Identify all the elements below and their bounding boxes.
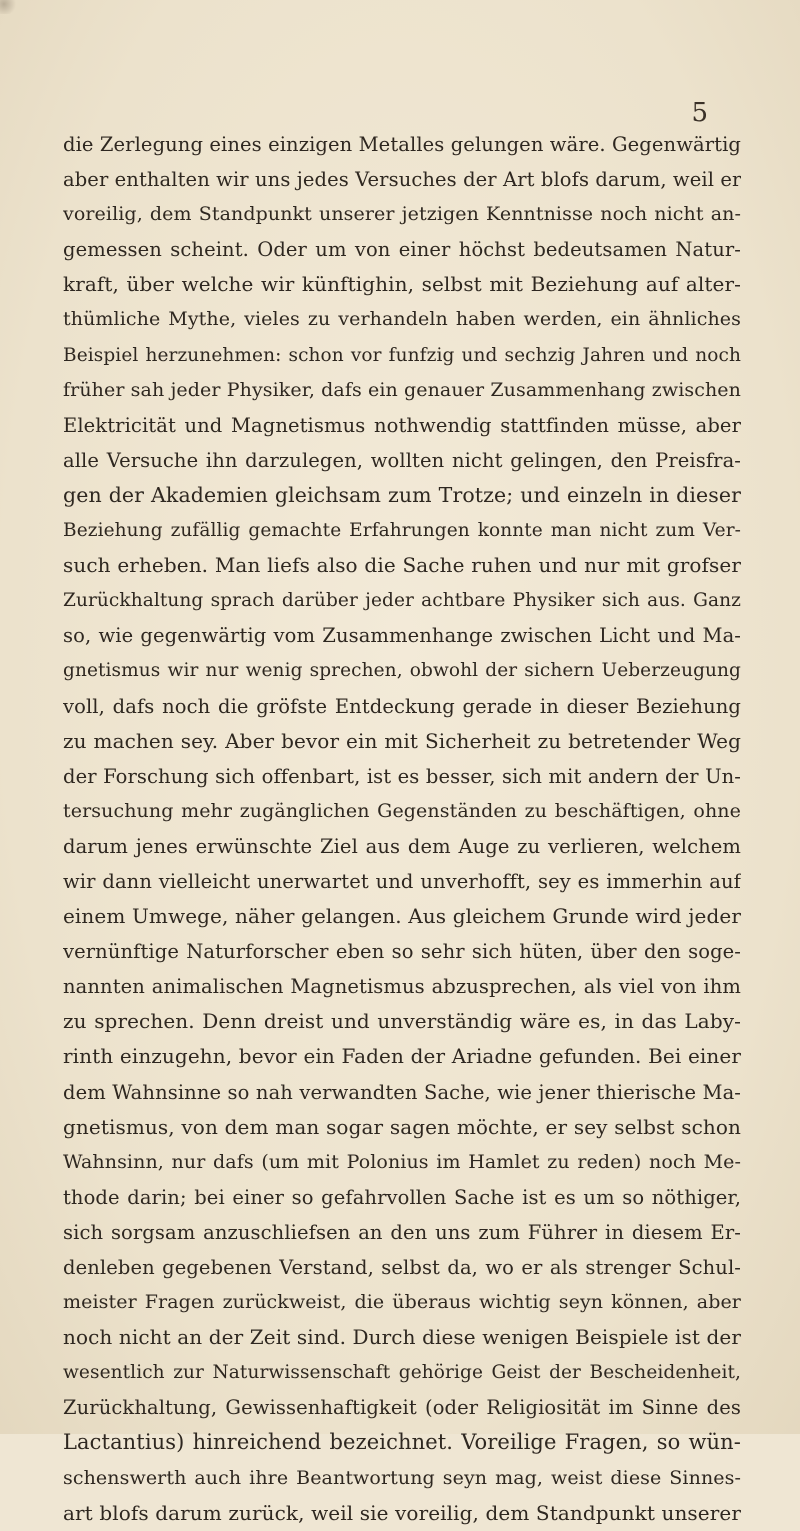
text-line: Beispiel herzunehmen: schon vor funfzig und sechzig Jahren und noch [63,344,741,366]
text-line: such erheben. Man liefs also die Sache ruhen und nur mit grofser [63,553,741,578]
text-line: sich sorgsam anzuschliefsen an den uns zum Führer in diesem Er- [63,1220,741,1244]
text-line: dem Wahnsinne so nah verwandten Sache, wie jener thierische Ma- [63,1080,741,1104]
text-line: aber enthalten wir uns jedes Versuches der Art blofs darum, weil er [63,168,741,192]
text-line: zu machen sey. Aber bevor ein mit Sicherheit zu betretender Weg [63,728,741,753]
page-corner-stain [0,0,18,14]
text-line: Beziehung zufällig gemachte Erfahrungen konnte man nicht zum Ver- [63,520,741,542]
text-line: gnetismus wir nur wenig sprechen, obwohl der sichern Ueberzeugung [63,660,741,682]
text-line: rinth einzugehn, bevor ein Faden der Ariadne gefunden. Bei einer [63,1044,741,1069]
text-line: Zurückhaltung, Gewissenhaftigkeit (oder Religiosität im Sinne des [63,1396,741,1420]
text-line: thümliche Mythe, vieles zu verhandeln haben werden, ein ähnliches [63,308,741,331]
text-line: noch nicht an der Zeit sind. Durch diese wenigen Beispiele ist der [63,1325,741,1350]
text-line: denleben gegebenen Verstand, selbst da, wo er als strenger Schul- [63,1256,741,1279]
text-line: wesentlich zur Naturwissenschaft gehörige Geist der Bescheidenheit, [63,1362,741,1384]
text-line: gnetismus, von dem man sogar sagen möchte, er sey selbst schon [63,1114,741,1139]
text-line: die Zerlegung eines einzigen Metalles gelungen wäre. Gegenwärtig [63,133,741,156]
text-line: thode darin; bei einer so gefahrvollen Sache ist es um so nöthiger, [63,1185,741,1209]
text-line: Elektricität und Magnetismus nothwendig stattfinden müsse, aber [63,413,741,437]
text-line: schenswerth auch ihre Beantwortung seyn mag, weist diese Sinnes- [63,1466,741,1489]
text-line: alle Versuche ihn darzulegen, wollten nicht gelingen, den Preisfra- [63,448,741,472]
text-line: der Forschung sich offenbart, ist es besser, sich mit andern der Un- [63,764,741,788]
text-line: gen der Akademien gleichsam zum Trotze; und einzeln in dieser [63,482,741,507]
text-line: nannten animalischen Magnetismus abzusprechen, als viel von ihm [63,975,741,999]
text-line: Lactantius) hinreichend bezeichnet. Voreilige Fragen, so wün- [63,1430,741,1455]
text-line: zu sprechen. Denn dreist und unverständig wäre es, in das Laby- [63,1009,741,1034]
text-line: Zurückhaltung sprach darüber jeder achtbare Physiker sich aus. Ganz [63,590,741,612]
text-line: so, wie gegenwärtig vom Zusammenhange zwischen Licht und Ma- [63,624,741,648]
text-line: kraft, über welche wir künftighin, selbst mit Beziehung auf alter- [63,272,741,297]
text-line: vernünftige Naturforscher eben so sehr sich hüten, über den soge- [63,940,741,964]
page-number: 5 [691,98,708,128]
text-line: tersuchung mehr zugänglichen Gegenständen zu beschäftigen, ohne [63,799,741,822]
text-line: voreilig, dem Standpunkt unserer jetzigen Kenntnisse noch nicht an- [63,203,741,226]
text-line: darum jenes erwünschte Ziel aus dem Auge zu verlieren, welchem [63,834,741,858]
text-line: einem Umwege, näher gelangen. Aus gleichem Grunde wird jeder [63,904,741,929]
text-line: Wahnsinn, nur dafs (um mit Polonius im Hamlet zu reden) noch Me- [63,1150,741,1173]
text-line: früher sah jeder Physiker, dafs ein genauer Zusammenhang zwischen [63,378,741,401]
text-line: meister Fragen zurückweist, die überaus wichtig seyn können, aber [63,1291,741,1314]
text-line: wir dann vielleicht unerwartet und unverhofft, sey es immerhin auf [63,869,741,893]
text-line: art blofs darum zurück, weil sie voreilig, dem Standpunkt unserer [63,1500,741,1525]
text-line: gemessen scheint. Oder um von einer höchst bedeutsamen Natur- [63,238,741,262]
body-text [63,127,741,1531]
text-line: voll, dafs noch die gröfste Entdeckung gerade in dieser Beziehung [63,694,741,718]
